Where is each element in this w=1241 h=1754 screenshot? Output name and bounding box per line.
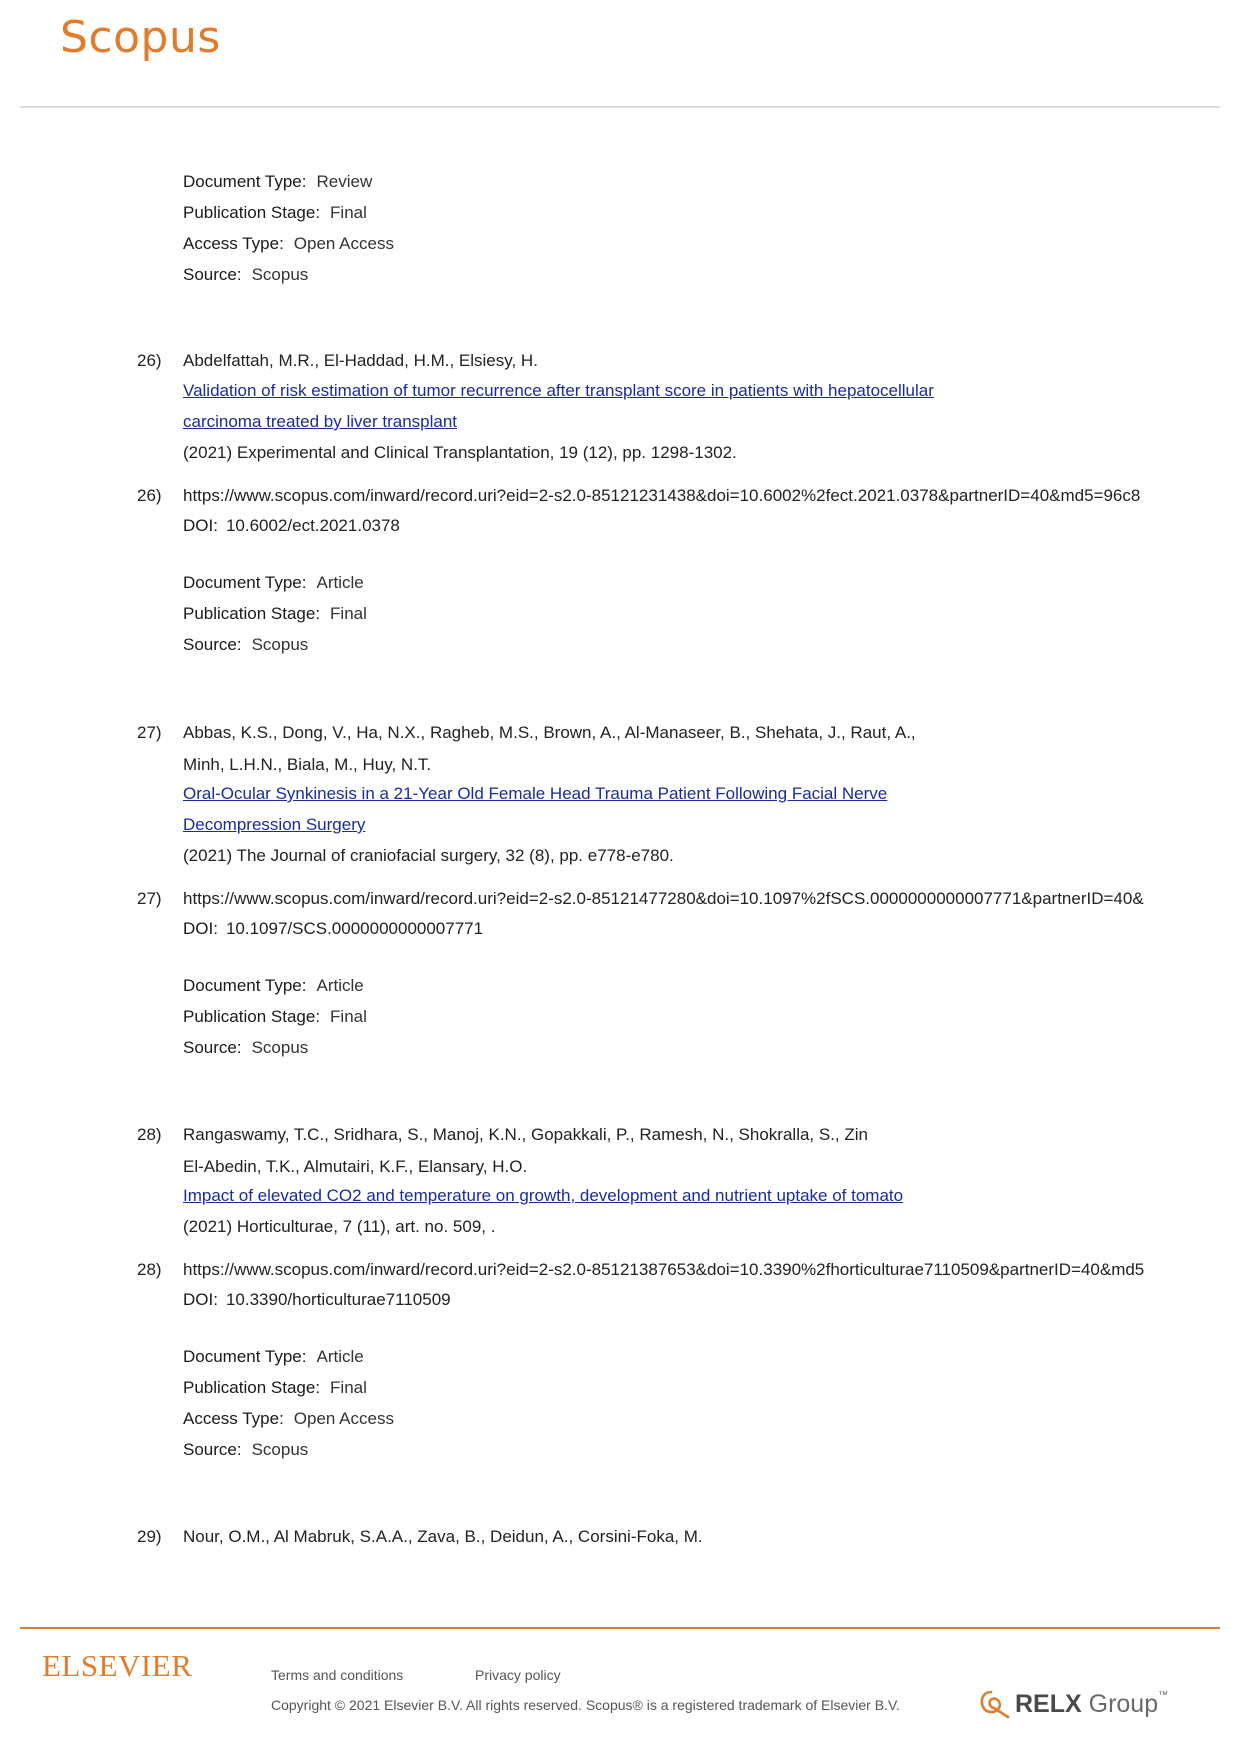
document-type-value: Review xyxy=(316,172,373,191)
source-value: Scopus xyxy=(251,1038,309,1057)
doi-row xyxy=(183,919,483,939)
privacy-link[interactable]: Privacy policy xyxy=(475,1667,561,1683)
record-authors: El-Abedin, T.K., Almutairi, K.F., Elansary, H.O. xyxy=(183,1157,528,1176)
record-number: 26) xyxy=(137,351,162,370)
record-number: 29) xyxy=(137,1527,162,1546)
access-type-value: Open Access xyxy=(293,234,394,253)
doi-row xyxy=(183,1290,451,1310)
record-authors: Rangaswamy, T.C., Sridhara, S., Manoj, K.N., Gopakkali, P., Ramesh, N., Shokralla, S., Zin xyxy=(183,1125,868,1144)
access-type-row xyxy=(183,1409,394,1429)
doi-value: 10.3390/horticulturae7110509 xyxy=(225,1290,451,1309)
record-title-link[interactable]: Validation of risk estimation of tumor recurrence after transplant score in patients with hepatocellular xyxy=(183,381,934,400)
publication-stage-value: Final xyxy=(330,604,367,623)
access-type-label: Access Type: xyxy=(183,1409,284,1428)
doi-label: DOI: xyxy=(183,919,218,938)
source-row xyxy=(183,1038,308,1058)
document-type-row xyxy=(183,573,364,593)
publication-stage-value: Final xyxy=(330,203,367,222)
record-authors: Minh, L.H.N., Biala, M., Huy, N.T. xyxy=(183,755,432,774)
record-url: https://www.scopus.com/inward/record.uri?eid=2-s2.0-85121231438&doi=10.6002%2fect.2021.0378&partnerID=40&md5=96c8 xyxy=(183,486,1141,505)
record-source: (2021) The Journal of craniofacial surgery, 32 (8), pp. e778-e780. xyxy=(183,846,674,865)
publication-stage-label: Publication Stage: xyxy=(183,203,321,222)
record-url: https://www.scopus.com/inward/record.uri?eid=2-s2.0-85121477280&doi=10.1097%2fSCS.0000000000007771&partnerID=40& xyxy=(183,889,1144,908)
record-authors: Abdelfattah, M.R., El-Haddad, H.M., Elsiesy, H. xyxy=(183,351,538,370)
source-label: Source: xyxy=(183,265,242,284)
publication-stage-row xyxy=(183,203,367,223)
record-source: (2021) Horticulturae, 7 (11), art. no. 509, . xyxy=(183,1217,496,1236)
publication-stage-label: Publication Stage: xyxy=(183,604,321,623)
scopus-logo: Scopus xyxy=(60,12,221,63)
publication-stage-value: Final xyxy=(330,1378,367,1397)
access-type-row xyxy=(183,234,394,254)
document-type-label: Document Type: xyxy=(183,976,307,995)
document-type-row xyxy=(183,976,364,996)
record-number: 27) xyxy=(137,889,162,908)
access-type-value: Open Access xyxy=(293,1409,394,1428)
record-number: 26) xyxy=(137,486,162,505)
publication-stage-row xyxy=(183,1378,367,1398)
copyright-text: Copyright © 2021 Elsevier B.V. All rights reserved. Scopus® is a registered trademark of Elsevier B.V. xyxy=(271,1697,900,1713)
record-title-link[interactable]: carcinoma treated by liver transplant xyxy=(183,412,458,431)
publication-stage-value: Final xyxy=(330,1007,367,1026)
group-label: Group xyxy=(1081,1689,1159,1718)
access-type-label: Access Type: xyxy=(183,234,284,253)
document-type-label: Document Type: xyxy=(183,172,307,191)
document-type-label: Document Type: xyxy=(183,1347,307,1366)
document-type-value: Article xyxy=(316,1347,364,1366)
document-type-value: Article xyxy=(316,573,364,592)
publication-stage-row xyxy=(183,1007,367,1027)
terms-link[interactable]: Terms and conditions xyxy=(271,1667,404,1683)
source-label: Source: xyxy=(183,1038,242,1057)
source-row xyxy=(183,635,308,655)
doi-value: 10.1097/SCS.0000000000007771 xyxy=(225,919,484,938)
source-row xyxy=(183,265,308,285)
record-source: (2021) Experimental and Clinical Transplantation, 19 (12), pp. 1298-1302. xyxy=(183,443,737,462)
document-type-value: Article xyxy=(316,976,364,995)
doi-label: DOI: xyxy=(183,516,218,535)
publication-stage-label: Publication Stage: xyxy=(183,1007,321,1026)
record-authors: Nour, O.M., Al Mabruk, S.A.A., Zava, B., Deidun, A., Corsini-Foka, M. xyxy=(183,1527,703,1546)
record-url: https://www.scopus.com/inward/record.uri?eid=2-s2.0-85121387653&doi=10.3390%2fhorticulturae7110509&partnerID=40&md5 xyxy=(183,1260,1145,1279)
doi-label: DOI: xyxy=(183,1290,218,1309)
relx-knot-icon xyxy=(977,1688,1011,1720)
document-type-label: Document Type: xyxy=(183,573,307,592)
record-title-link[interactable]: Oral-Ocular Synkinesis in a 21-Year Old Female Head Trauma Patient Following Facial Nerve xyxy=(183,784,888,803)
elsevier-logo: ELSEVIER xyxy=(42,1648,193,1683)
source-value: Scopus xyxy=(251,635,309,654)
source-label: Source: xyxy=(183,635,242,654)
relx-group-logo xyxy=(977,1688,1168,1720)
record-title-link[interactable]: Decompression Surgery xyxy=(183,815,366,834)
trademark-symbol: ™ xyxy=(1158,1689,1169,1701)
publication-stage-row xyxy=(183,604,367,624)
document-type-row xyxy=(183,1347,364,1367)
record-number: 28) xyxy=(137,1125,162,1144)
footer-divider xyxy=(20,1627,1220,1629)
source-row xyxy=(183,1440,308,1460)
record-authors: Abbas, K.S., Dong, V., Ha, N.X., Ragheb, M.S., Brown, A., Al-Manaseer, B., Shehata, J., Raut, A., xyxy=(183,723,916,742)
record-number: 28) xyxy=(137,1260,162,1279)
publication-stage-label: Publication Stage: xyxy=(183,1378,321,1397)
relx-label: RELX xyxy=(1015,1689,1082,1718)
document-type-row xyxy=(183,172,372,192)
source-value: Scopus xyxy=(251,1440,309,1459)
doi-row xyxy=(183,516,400,536)
source-value: Scopus xyxy=(251,265,309,284)
record-number: 27) xyxy=(137,723,162,742)
record-title-link[interactable]: Impact of elevated CO2 and temperature on growth, development and nutrient uptake of tomato xyxy=(183,1186,904,1205)
doi-value: 10.6002/ect.2021.0378 xyxy=(225,516,400,535)
source-label: Source: xyxy=(183,1440,242,1459)
